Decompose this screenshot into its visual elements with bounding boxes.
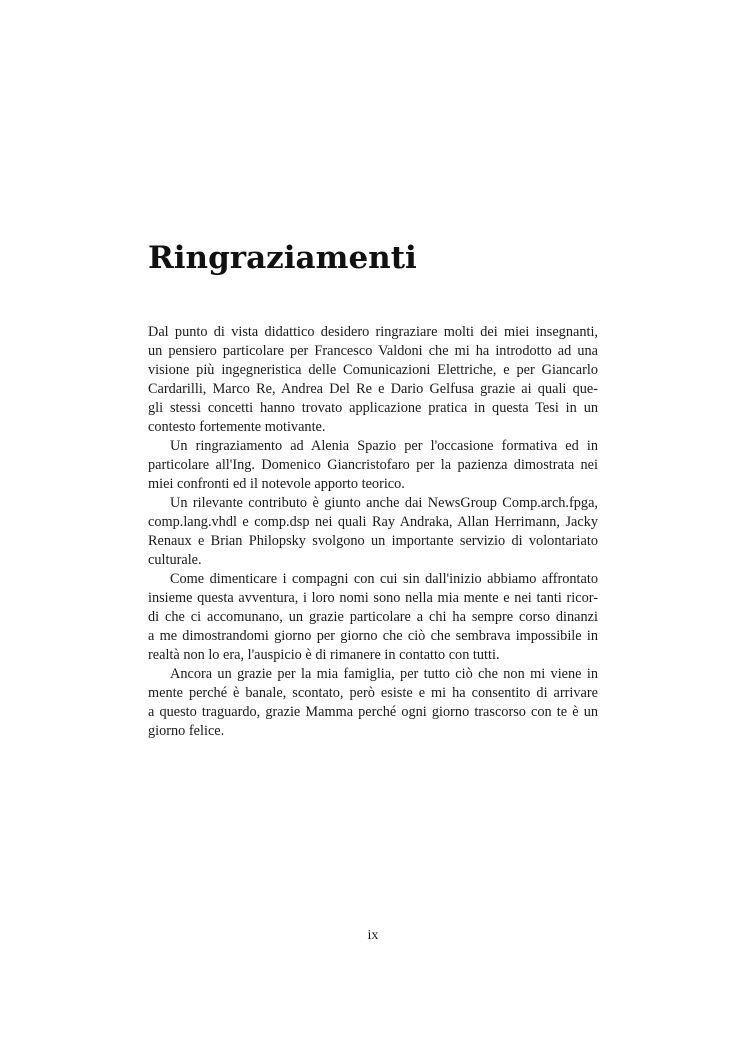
text-line: a me dimostrandomi giorno per giorno che ciò che sembrava impossibile in	[148, 628, 598, 644]
paragraph	[148, 665, 598, 741]
text-line: Un rilevante contributo è giunto anche dai NewsGroup Comp.arch.fpga,	[170, 495, 598, 511]
text-line: contesto fortemente motivante.	[148, 419, 326, 435]
text-line: giorno felice.	[148, 723, 225, 739]
text-line: un pensiero particolare per Francesco Valdoni che mi ha introdotto ad una	[148, 343, 598, 359]
text-line: a questo traguardo, grazie Mamma perché ogni giorno trascorso con te è un	[148, 704, 598, 720]
text-line: Renaux e Brian Philopsky svolgono un importante servizio di volontariato	[148, 533, 598, 549]
text-line: Dal punto di vista didattico desidero ringraziare molti dei miei insegnanti,	[148, 324, 598, 340]
text-line: realtà non lo era, l'auspicio è di rimanere in contatto con tutti.	[148, 647, 500, 663]
page-number: ix	[367, 928, 379, 943]
text-line: miei confronti ed il notevole apporto teorico.	[148, 476, 405, 492]
paragraph	[148, 323, 598, 437]
text-line: mente perché è banale, scontato, però esiste e mi ha consentito di arrivare	[148, 685, 598, 701]
text-line: insieme questa avventura, i loro nomi sono nella mia mente e nei tanti ricor-	[148, 590, 598, 606]
text-line: Cardarilli, Marco Re, Andrea Del Re e Dario Gelfusa grazie ai quali que-	[148, 381, 598, 397]
paragraph	[148, 570, 598, 665]
text-line: gli stessi concetti hanno trovato applicazione pratica in questa Tesi in un	[148, 400, 598, 416]
text-line: Ancora un grazie per la mia famiglia, per tutto ciò che non mi viene in	[170, 666, 598, 682]
text-line: visione più ingegneristica delle Comunicazioni Elettriche, e per Giancarlo	[148, 362, 598, 378]
text-line: Un ringraziamento ad Alenia Spazio per l'occasione formativa ed in	[170, 438, 598, 454]
text-line: particolare all'Ing. Domenico Giancristofaro per la pazienza dimostrata nei	[148, 457, 598, 473]
text-line: comp.lang.vhdl e comp.dsp nei quali Ray Andraka, Allan Herrimann, Jacky	[148, 514, 598, 530]
body-text	[148, 323, 598, 741]
chapter-title: Ringraziamenti	[148, 240, 417, 276]
text-line: culturale.	[148, 552, 202, 568]
text-line: Come dimenticare i compagni con cui sin dall'inizio abbiamo affrontato	[170, 571, 598, 587]
text-line: di che ci accomunano, un grazie particolare a chi ha sempre corso dinanzi	[148, 609, 598, 625]
paragraph	[148, 494, 598, 570]
paragraph	[148, 437, 598, 494]
